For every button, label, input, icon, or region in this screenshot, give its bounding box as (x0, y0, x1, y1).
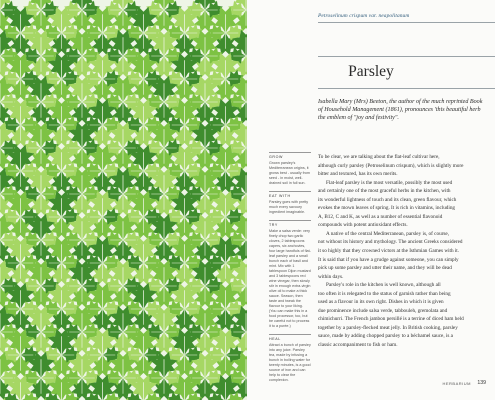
latin-name: Petroselinum crispum var. neapolitanum (318, 13, 410, 19)
body-text (318, 154, 495, 351)
title-rule-bottom (318, 88, 495, 89)
sidebar-heading-grow: GROW (269, 152, 311, 160)
sidebar-heading-eat-with: EAT WITH (269, 191, 311, 199)
body-line: It is said that if you have a grudge against someone, you can simply (318, 256, 459, 263)
parsley-leaf-pattern (0, 0, 247, 400)
body-line: compounds with potent antioxidant effects. (318, 222, 408, 229)
body-line: and certainly one of the most graceful herbs in the kitchen, with (318, 188, 451, 195)
body-line: bitter and textured, has its own merits. (318, 171, 398, 178)
body-line: chimichurri. The French jambon persillé is a terrine of diced ham held (318, 316, 464, 323)
footer-section-name: HERBARIUM (442, 381, 471, 386)
sidebar-heading-try: TRY (269, 220, 311, 228)
body-line: its wonderful lightness of touch and its clean, green flavour, which (318, 196, 457, 203)
body-line: too often it is relegated to the status of garnish rather than being (318, 290, 451, 297)
text-page (247, 0, 495, 400)
sidebar-text-eat-with: Parsley goes with pretty much every savoury ingredient imaginable. (269, 200, 309, 214)
sidebar-text-heal: Attract a bunch of parsley into any juice. Parsley tea, made by infusing a bunch in boiling water for twenty minutes, is a good source of iron and can help to clear the complexion. (269, 343, 311, 382)
body-line: although curly parsley (Petroselinum crispum), which is slightly more (318, 162, 464, 169)
body-line: A, B12, C and K, as well as a number of essential flavonoid (318, 213, 443, 220)
body-line: A native of the central Mediterranean, parsley is, of course, (326, 230, 450, 237)
body-line: Parsley's role in the kitchen is well known, although all (326, 282, 441, 289)
header-rule (318, 22, 495, 23)
body-line: used as a flavour in its own right. Dishes in which it is given (318, 299, 444, 306)
body-line: together by a parsley-flecked meat jelly. In British cooking, parsley (318, 324, 458, 331)
body-line: within days. (318, 273, 344, 280)
body-line: it so highly that they crowned victors at the Isthmian Games with it. (318, 248, 460, 255)
page-number: 139 (477, 380, 486, 386)
sidebar-notes (269, 152, 311, 383)
sidebar-heading-heal: HEAL (269, 334, 311, 342)
body-line: sauce, made by adding chopped parsley to a béchamel sauce, is a (318, 333, 453, 340)
sidebar-text-grow: Grown parsley's Mediterranean origins, it grows best - usually from seed - in moist, well-drained soil in full sun. (269, 161, 310, 185)
body-line: pick up some parsley and utter their name, and they will be dead (318, 265, 452, 272)
body-line: not without its history and mythology. The ancient Greeks considered (318, 239, 463, 246)
body-line: evokes the mown leaves of spring. It is rich in vitamins, including (318, 205, 456, 212)
intro-paragraph: Isabella Mary (Mrs) Beeton, the author of the much reprinted Book of Household Management (1861), pronounces 'this beautiful herb the emblem of "joy and festivity". (318, 99, 483, 121)
sidebar-text-try: Make a salsa verde: very finely chop two garlic cloves, 2 tablespoons capers, six anchovies, four large handfuls of flat-leaf parsley and a small bunch each of basil and mint. Mix with 1 tablespoon Dijon mustard and 3 tablespoons red wine vinegar, then slowly stir in enough extra-virgin olive oil to make a thick sauce. Season, then taste and tweak the flavour to your liking. (You can make this in a food processor, too, but be careful not to process it to a purée.) (269, 229, 311, 328)
page-footer (318, 378, 495, 388)
body-line: Flat-leaf parsley is the most versatile, possibly the most used (326, 179, 453, 186)
body-line: To be clear, we are talking about the flat-leaf cultivar here, (318, 154, 440, 160)
leaf-pattern-illustration (0, 0, 247, 400)
body-line: classic accompaniment to fish or ham. (318, 342, 398, 349)
title-rule-top (318, 56, 495, 57)
page-title: Parsley (348, 63, 394, 80)
body-line: due prominence include salsa verde, tabbouleh, gremolata and (318, 307, 448, 314)
